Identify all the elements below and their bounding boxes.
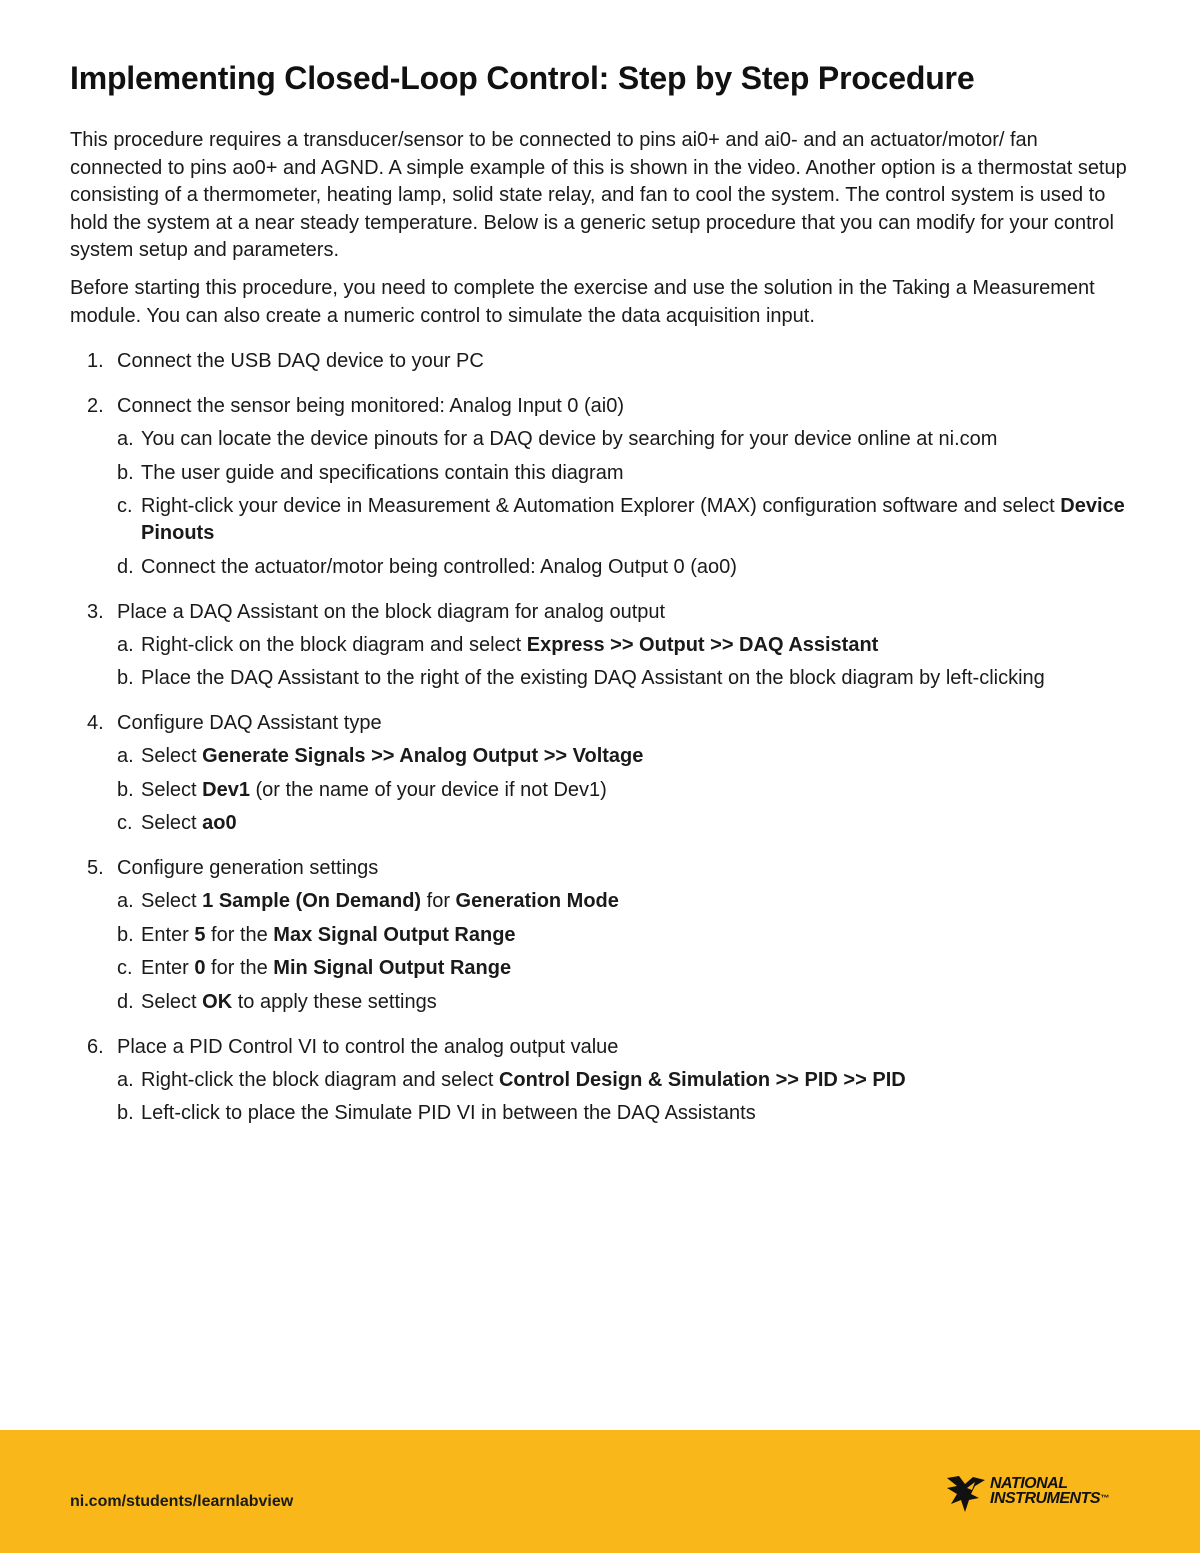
substep [117,955,1130,982]
document-page [70,60,1130,1145]
substep-letter: a. [117,1068,134,1091]
substep-letter: b. [117,778,134,801]
substep-list [117,632,1130,693]
intro-paragraph-1: This procedure requires a transducer/sensor to be connected to pins ai0+ and ai0- and an actuator/motor/ fan connected to pins ao0+ and AGND. A simple example of this is shown in the video. Another option is a thermostat setup consisting of a thermometer, heating lamp, solid state relay, and fan to cool the system. The control system is used to hold the system at a near steady temperature. Below is a generic setup procedure that you can modify for your control system setup and parameters. [70,129,1127,262]
footer-band [0,1430,1200,1553]
procedure-step [70,348,1130,375]
substep [117,665,1130,692]
substep-text: Place the DAQ Assistant to the right of the existing DAQ Assistant on the block diagram by left-clicking [141,667,1045,690]
step-text: Connect the USB DAQ device to your PC [117,350,484,373]
substep-text: Right-click on the block diagram and select [141,633,527,656]
substep-text: Select [141,812,203,835]
substep-text: for the [205,923,274,946]
substep-list [117,888,1130,1016]
step-text: Connect the sensor being monitored: Analog Input 0 (ai0) [117,395,624,418]
substep-letter: a. [117,428,134,451]
substep [117,1100,1130,1127]
substep-letter: a. [117,745,134,768]
substep-letter: b. [117,923,134,946]
substep-emphasis: Generate Signals >> Analog Output >> Voltage [202,745,644,768]
substep-text: Enter [141,957,195,980]
step-number: 4. [87,712,104,735]
procedure-step [70,1034,1130,1128]
substep-text: (or the name of your device if not Dev1) [249,778,607,801]
substep-letter: c. [117,495,133,518]
procedure-step [70,710,1130,837]
logo-line-2 [990,1491,1109,1506]
procedure-step [70,855,1130,1016]
substep [117,743,1130,770]
substep [117,426,1130,453]
step-text: Place a PID Control VI to control the analog output value [117,1035,619,1058]
step-number: 3. [87,600,104,623]
substep-emphasis: Control Design & Simulation >> PID >> PID [498,1068,906,1091]
substep-list [117,426,1130,581]
substep-emphasis: Dev1 [202,778,250,801]
substep-text: Enter [141,923,195,946]
substep-letter: c. [117,812,133,835]
substep-emphasis: OK [202,990,233,1013]
substep-emphasis: Max Signal Output Range [273,923,516,946]
substep [117,632,1130,659]
substep-text: Right-click the block diagram and select [141,1068,499,1091]
substep-text: Left-click to place the Simulate PID VI in between the DAQ Assistants [141,1102,756,1125]
substep [117,493,1130,547]
substep-letter: d. [117,555,134,578]
step-number: 1. [87,350,104,373]
substep [117,554,1130,581]
page-title: Implementing Closed-Loop Control: Step by Step Procedure [70,60,975,96]
substep [117,1067,1130,1094]
substep-emphasis: 5 [194,923,206,946]
substep-emphasis: 1 Sample (On Demand) [202,890,422,913]
substep-emphasis: Min Signal Output Range [273,957,512,980]
substep-emphasis: ao0 [202,812,237,835]
substep [117,989,1130,1016]
substep-text: Connect the actuator/motor being controlled: Analog Output 0 (ao0) [141,555,737,578]
substep-text: Select [141,990,203,1013]
substep-emphasis: Device Pinouts [141,495,1125,545]
logo-line-2-text: INSTRUMENTS [990,1490,1101,1507]
step-text: Configure generation settings [117,857,379,880]
substep-text: for the [205,957,274,980]
substep-list [117,1067,1130,1128]
logo-wordmark [990,1476,1109,1506]
substep-text: Select [141,890,203,913]
substep-letter: a. [117,890,134,913]
substep-text: for [421,890,456,913]
eagle-icon [945,1474,991,1516]
substep-text: to apply these settings [232,990,437,1013]
substep-text: You can locate the device pinouts for a DAQ device by searching for your device online at ni.com [141,428,998,451]
footer-url[interactable]: ni.com/students/learnlabview [70,1493,294,1510]
substep [117,888,1130,915]
substep-text: Right-click your device in Measurement & Automation Explorer (MAX) configuration software and select [141,495,1061,518]
step-number: 2. [87,395,104,418]
substep-list [117,743,1130,837]
procedure-steps [70,348,1130,1127]
substep [117,460,1130,487]
substep-letter: c. [117,957,133,980]
substep-letter: d. [117,990,134,1013]
substep-emphasis: 0 [194,957,206,980]
step-number: 6. [87,1035,104,1058]
substep-letter: b. [117,461,134,484]
substep-letter: b. [117,1102,134,1125]
step-number: 5. [87,857,104,880]
substep-text: Select [141,745,203,768]
substep-emphasis: Generation Mode [455,890,619,913]
step-text: Configure DAQ Assistant type [117,712,382,735]
substep [117,810,1130,837]
substep-letter: b. [117,667,134,690]
national-instruments-logo [945,1474,1135,1516]
substep-text: The user guide and specifications contain this diagram [141,461,624,484]
logo-line-1: NATIONAL [990,1475,1068,1492]
procedure-step [70,599,1130,693]
substep-letter: a. [117,633,134,656]
logo-trademark: ™ [1100,1493,1109,1503]
procedure-step [70,393,1130,581]
substep-text: Select [141,778,203,801]
intro-paragraph-2: Before starting this procedure, you need to complete the exercise and use the solution in the Taking a Measurement module. You can also create a numeric control to simulate the data acquisition input. [70,276,1095,327]
substep [117,777,1130,804]
step-text: Place a DAQ Assistant on the block diagram for analog output [117,600,666,623]
substep [117,922,1130,949]
substep-emphasis: Express >> Output >> DAQ Assistant [526,633,879,656]
